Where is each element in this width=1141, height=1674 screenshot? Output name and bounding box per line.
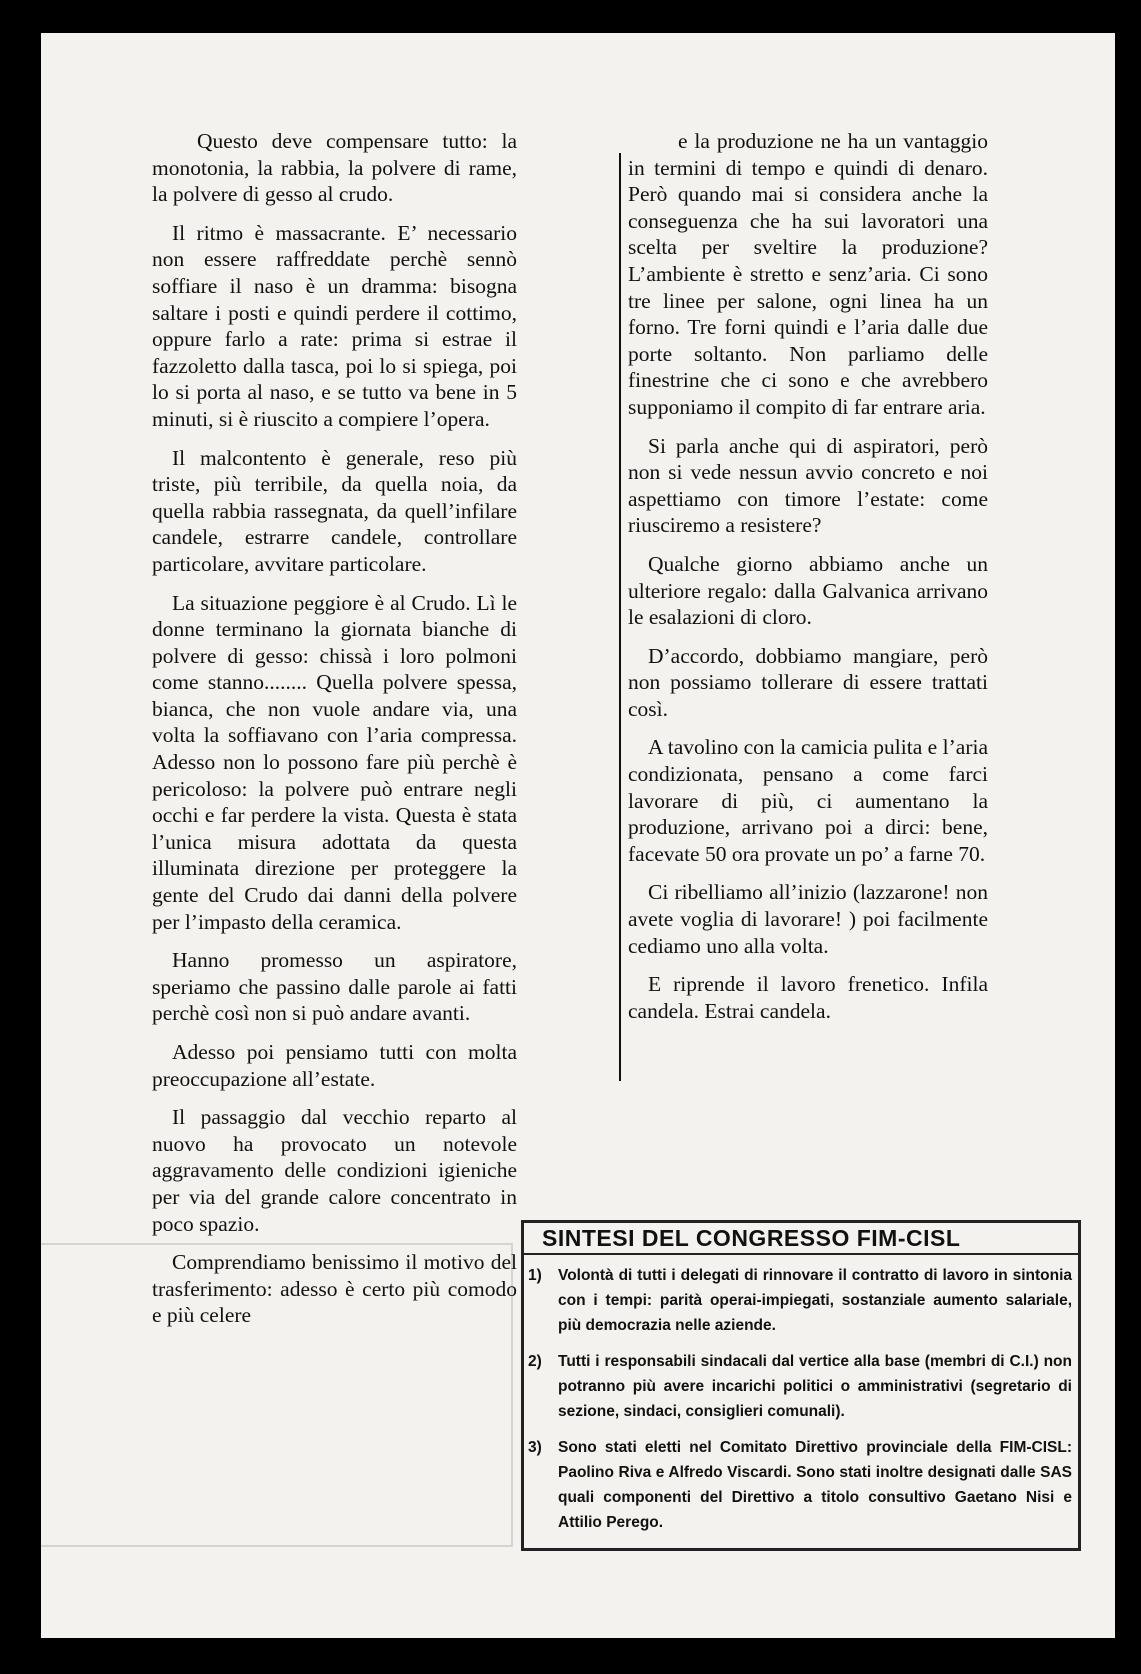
box-title-divider: [524, 1253, 1078, 1255]
summary-item: [528, 1349, 1072, 1424]
item-number: 1): [528, 1267, 542, 1284]
right-paragraph: Ci ribelliamo all’inizio (lazzarone! non avete voglia di lavorare! ) poi facilmente cediamo uno alla volta.: [628, 880, 988, 958]
left-paragraph: Adesso poi pensiamo tutti con molta preoccupazione all’estate.: [152, 1040, 517, 1091]
left-paragraph: Il malcontento è generale, reso più triste, più terribile, da quella noia, da quella rabbia rassegnata, da quell’infilare candele, estrarre candele, controllare particolare, avvitare particolare.: [152, 445, 517, 576]
left-paragraph: La situazione peggiore è al Crudo. Lì le donne terminano la giornata bianche di polvere di gesso: chissà i loro polmoni come stanno........ Quella polvere spessa, bianca, che non vuole andare via, una volta la soffiavano con l’aria compressa. Adesso non lo possono fare più perchè è pericoloso: la polvere può entrare negli occhi e far perdere la vista. Questa è stata l’unica misura adottata da questa illuminata direzione per proteggere la gente del Crudo dai danni della polvere per l’impasto della ceramica.: [152, 590, 517, 934]
item-text: Tutti i responsabili sindacali dal vertice alla base (membri di C.I.) non potranno più avere incarichi politici o amministrativi (segretario di sezione, sindaci, consiglieri comunali).: [558, 1353, 1072, 1420]
right-paragraph: e la produzione ne ha un vantaggio in termini di tempo e quindi di denaro. Però quando mai si considera anche la conseguenza che ha sui lavoratori una scelta per sveltire la produzione? L’ambiente è stretto e senz’aria. Ci sono tre linee per salone, ogni linea ha un forno. Tre forni quindi e l’aria dalle due porte soltanto. Non parliamo delle finestrine che ci sono e che avrebbero supponiamo il compito di far entrare aria.: [628, 129, 988, 419]
summary-item: [528, 1263, 1072, 1338]
box-title: SINTESI DEL CONGRESSO FIM-CISL: [542, 1225, 961, 1251]
left-paragraph: Hanno promesso un aspiratore, speriamo che passino dalle parole ai fatti perchè così non si può andare avanti.: [152, 948, 517, 1026]
item-text: Volontà di tutti i delegati di rinnovare il contratto di lavoro in sintonia con i tempi: parità operai-impiegati, sostanziale aumento salariale, più democrazia nelle aziende.: [558, 1267, 1072, 1334]
right-paragraph: Qualche giorno abbiamo anche un ulteriore regalo: dalla Galvanica arrivano le esalazioni di cloro.: [628, 551, 988, 630]
left-paragraph: Il ritmo è massacrante. E’ necessario non essere raffreddate perchè sennò soffiare il naso è un dramma: bisogna saltare i posti e quindi perdere il cottimo, oppure farlo a rate: prima si estrae il fazzoletto dalla tasca, poi lo si spiega, poi lo si porta al naso, e se tutto va bene in 5 minuti, si è riuscito a compiere l’opera.: [152, 220, 517, 431]
item-text: Sono stati eletti nel Comitato Direttivo provinciale della FIM-CISL: Paolino Riva e Alfredo Viscardi. Sono stati inoltre designati dalle SAS quali componenti del Direttivo a titolo consultivo Gaetano Nisi e Attilio Perego.: [558, 1439, 1072, 1531]
document-page: [41, 33, 1115, 1638]
left-column: [152, 128, 517, 1341]
congress-summary-box: [521, 1220, 1081, 1551]
right-column: [628, 128, 988, 1036]
right-paragraph: E riprende il lavoro frenetico. Infila candela. Estrai candela.: [628, 972, 988, 1023]
item-number: 3): [528, 1439, 542, 1456]
item-number: 2): [528, 1353, 542, 1370]
right-paragraph: A tavolino con la camicia pulita e l’aria condizionata, pensano a come farci lavorare di più, ci aumentano la produzione, arrivano poi a dirci: bene, facevate 50 ora provate un po’ a farne 70.: [628, 735, 988, 866]
right-paragraph: D’accordo, dobbiamo mangiare, però non possiamo tollerare di essere trattati così.: [628, 643, 988, 721]
column-divider: [619, 153, 621, 1081]
right-paragraph: Si parla anche qui di aspiratori, però non si vede nessun avvio concreto e noi aspettiamo con timore l’estate: come riusciremo a resistere?: [628, 433, 988, 538]
left-paragraph: Comprendiamo benissimo il motivo del trasferimento: adesso è certo più comodo e più celere: [152, 1250, 517, 1328]
left-paragraph: Il passaggio dal vecchio reparto al nuovo ha provocato un notevole aggravamento delle condizioni igieniche per via del grande calore concentrato in poco spazio.: [152, 1105, 517, 1236]
left-paragraph: Questo deve compensare tutto: la monotonia, la rabbia, la polvere di rame, la polvere di gesso al crudo.: [152, 129, 517, 207]
summary-item: [528, 1435, 1072, 1535]
